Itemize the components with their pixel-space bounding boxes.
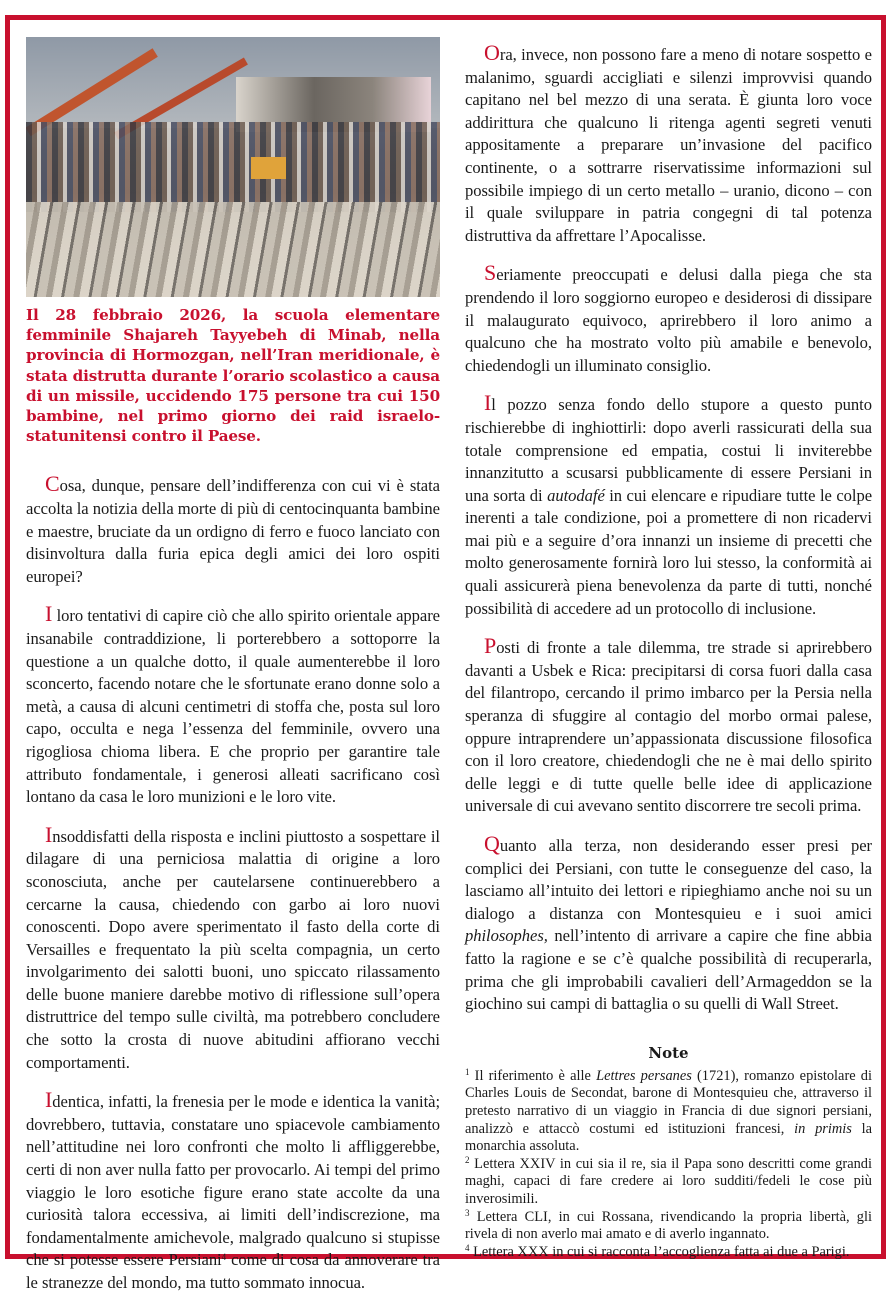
paragraph xyxy=(26,1089,440,1294)
paragraph xyxy=(26,603,440,808)
paragraph xyxy=(465,42,872,247)
italic-term: in primis xyxy=(794,1120,852,1137)
right-column xyxy=(465,20,872,1261)
crowd xyxy=(26,122,440,212)
right-body xyxy=(465,42,872,1016)
footnote-number: 3 xyxy=(465,1207,470,1218)
footnote-number: 4 xyxy=(465,1242,470,1253)
paragraph xyxy=(26,821,440,1075)
footnote xyxy=(465,1244,872,1262)
paragraph-text: nsoddisfatti della risposta e inclini piuttosto a sospettare il dilagare di una perniciosa malattia di origine a loro sconosciuta, anche per cautelarsene continuerebbero a cercarne la causa, chiedendo con garbo ai loro nuovi conoscenti. Dopo avere sperimentato il fasto della corte di Versailles e frequentato la più scelta compagnia, un certo involgarimento dei salotti buoni, uno spiccato rilassamento delle buone maniere darebbe motivo di riflessione sull’opera distruttrice del tempo sulle civiltà, ma potrebbero concludere che sotto la crosta di nuove abitudini affiorano vecchi comportamenti. xyxy=(26,826,440,1072)
footnote-text: la monarchia assoluta. xyxy=(465,1120,873,1155)
page-frame xyxy=(5,15,886,1293)
left-body xyxy=(26,473,440,1294)
paragraph-text: in cui elencare e ripudiare tutte le colpe inerenti a tale condizione, poi a promettere di non ricadervi mai più e a seguire d’ora innanzi un insieme di precetti che molto generosamente fornirà loro lui stesso, la conformità ai quali assicurerà piena benevolenza da parte di tutti, nonché possibilità di accedere ad un protocollo di inclusione. xyxy=(465,485,873,618)
drop-cap: O xyxy=(484,40,500,65)
rubble xyxy=(26,202,440,297)
footnote xyxy=(465,1068,872,1156)
drop-cap: I xyxy=(45,1087,53,1113)
drop-cap: C xyxy=(45,471,60,497)
paragraph-text: osti di fronte a tale dilemma, tre strade si aprirebbero davanti a Usbek e Rica: precipitarsi di corsa fuori dalla casa del filantropo, cercando il primo imbarco per la Persia nella speranza di sfuggire al contagio del morbo ormai palese, oppure intraprendere un’appassionata discussione filosofica con il loro creatore, chiedendogli che ne è mai dello spirito delle leggi e di tutte quelle belle idee di applicazione universale di cui avevano sentito discorrere tre secoli prima. xyxy=(465,638,872,816)
paragraph xyxy=(465,262,872,377)
notes-list xyxy=(465,1068,872,1262)
drop-cap: P xyxy=(484,633,497,659)
drop-cap: S xyxy=(484,260,497,286)
paragraph xyxy=(465,833,872,1016)
footnote xyxy=(465,1156,872,1209)
footnote-number: 2 xyxy=(465,1154,470,1165)
paragraph xyxy=(26,473,440,588)
footnote-number: 1 xyxy=(465,1066,470,1077)
footnote-ref[interactable]: 4 xyxy=(221,1252,227,1263)
left-column xyxy=(26,20,440,1295)
footnote-text: Lettera CLI, in cui Rossana, rivendicando la propria libertà, gli rivela di non averlo mai amato e di averlo ingannato. xyxy=(465,1208,872,1243)
footnote-text: Lettera XXX in cui si racconta l’accoglienza fatta ai due a Parigi. xyxy=(469,1243,850,1260)
footnote-text: Lettera XXIV in cui sia il re, sia il Papa sono descritti come grandi maghi, capaci di fare credere ai loro sudditi/fedeli le cose più inverosimili. xyxy=(465,1155,872,1207)
footnote-text: Il riferimento è alle xyxy=(469,1067,597,1084)
italic-term: autodafé xyxy=(547,485,605,505)
paragraph-text: osa, dunque, pensare dell’indifferenza con cui vi è stata accolta la notizia della morte di più di centocinquanta bambine e maestre, bruciate da un ordigno di ferro e fuoco lanciato con disinvoltura dalla furia epica degli amici dei loro ospiti europei? xyxy=(26,476,440,586)
paragraph-text: loro tentativi di capire ciò che allo spirito orientale appare insanabile contraddizione, li porterebbero a sottoporre la questione a un qualche dotto, il quale aumenterebbe il loro sconcerto, facendo notare che le sfortunate erano donne solo a metà, a causa di alcuni centimetri di stoffa che, posta sul loro capo, occulta e nega l’essenza del femminile, ovvero una rigogliosa chioma libera. E che proprio per garantire tale attributo fondamentale, i generosi alleati sacrificano così lontano da casa le loro munizioni e le loro vite. xyxy=(26,606,440,807)
drop-cap: Q xyxy=(484,831,500,856)
paragraph-text: come di cosa da annoverare tra le stranezze del mondo, ma tutto sommato innocua. xyxy=(26,1250,440,1293)
footnote xyxy=(465,1209,872,1244)
paragraph-text: uanto alla terza, non desiderando esser presi per complici dei Persiani, con tutte le conseguenze del caso, la lasciamo all’intuito dei lettori e ripieghiamo anche noi su un dialogo a distanza con Montesquieu e i suoi amici xyxy=(465,836,872,923)
italic-term: philosophes, xyxy=(465,926,548,946)
paragraph-text: dentica, infatti, la frenesia per le mode e identica la vanità; dovrebbero, tuttavia, constatare uno spiacevole cambiamento nell’attitudine nei loro confronti che molto li affliggerebbe, certi di non aver nulla fatto per provocarlo. Ai tempi del primo viaggio le loro esotiche figure erano state accolte da una curiosità talora eccessiva, ai limiti dell’indiscrezione, ma fondamentalmente amichevole, malgrado qualcuno si stupisse che si potesse essere Persiani xyxy=(26,1092,440,1270)
paragraph-text: eriamente preoccupati e delusi dalla piega che sta prendendo il loro soggiorno europeo e desiderosi di dissipare il malaugurato equivoco, aprirebbero il loro animo a qualcuno che ha mostrato volto più amabile e benevolo, chiedendogli un illuminato consiglio. xyxy=(465,265,872,375)
paragraph xyxy=(465,392,872,620)
excavator-icon xyxy=(251,157,286,179)
photo-caption: Il 28 febbraio 2026, la scuola elementare femminile Shajareh Tayyebeh di Minab, nella provincia di Hormozgan, nell’Iran meridionale, è stata distrutta durante l’orario scolastico a causa di un missile, uccidendo 175 persone tra cui 150 bambine, nel primo giorno dei raid israelo-statunitensi contro il Paese. xyxy=(26,306,440,446)
paragraph-text: nell’intento di arrivare a capire che fine abbia fatto la ragione e se c’è qualche possibilità di recuperarla, prima che gli improbabili cavalieri dell’Armageddon se la giochino sui campi di battaglia o su quelli di Wall Street. xyxy=(465,926,872,1014)
paragraph-text: ra, invece, non possono fare a meno di notare sospetto e malanimo, sguardi accigliati e silenzi improvvisi quando capitano nel bel mezzo di una serata. È giunta loro voce addirittura che qualcuno li ritenga agenti segreti venuti appositamente a preparare un’invasione del pacifico continente, o a sottrarre riservatissime informazioni sul possibile impiego di un certo metallo – uranio, dicono – con il quale sviluppare in patria congegni di tal potenza distruttiva da affrettare l’Apocalisse. xyxy=(465,45,872,245)
notes-heading: Note xyxy=(648,1043,689,1062)
paragraph xyxy=(465,635,872,818)
italic-title: Lettres persanes xyxy=(596,1067,692,1084)
footnote-text: (1721), romanzo epistolare di Charles Louis de Secondat, barone di Montesquieu che, attraverso il pretesto narrativo di un viaggio in Francia di due signori persiani, analizzò e attaccò costumi ed istituzioni francesi, xyxy=(465,1067,872,1137)
news-photo xyxy=(26,37,440,297)
paragraph-text: l pozzo senza fondo dello stupore a questo punto rischierebbe di inghiottirli: dopo averli rassicurati della sua totale comprensione ed empatia, costui li inviterebbe innanzitutto a scusarsi pubblicamente di essere Persiani in una sorta di xyxy=(465,395,872,505)
drop-cap: I xyxy=(45,601,53,627)
drop-cap: I xyxy=(45,821,53,847)
drop-cap: I xyxy=(484,390,492,416)
